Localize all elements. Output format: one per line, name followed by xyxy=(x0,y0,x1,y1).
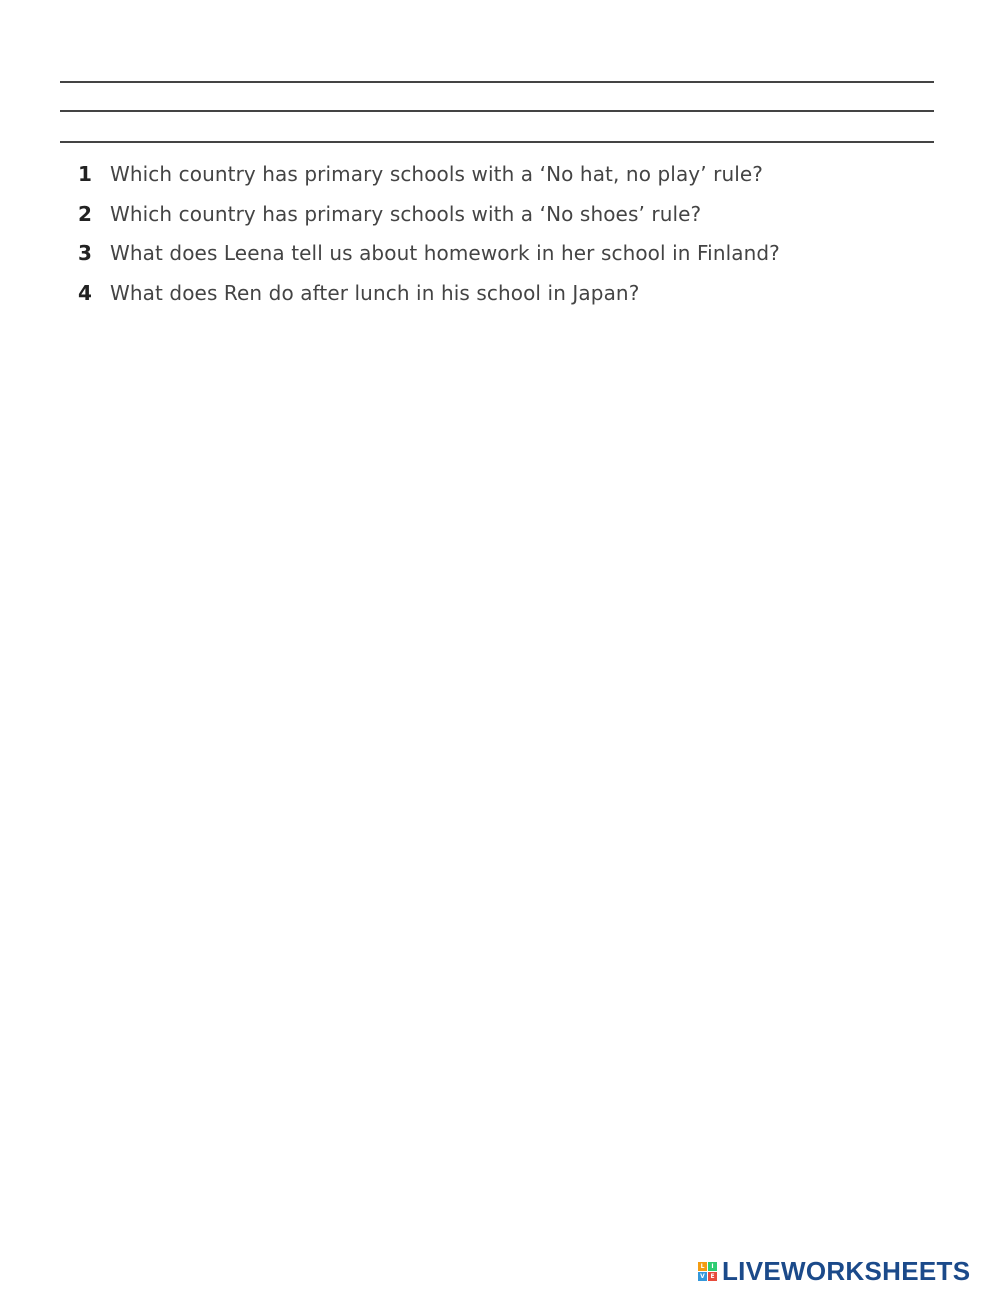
question-text: Which country has primary schools with a ‘No shoes’ rule? xyxy=(110,201,702,226)
question-text: What does Leena tell us about homework in her school in Finland? xyxy=(110,241,780,265)
question-item xyxy=(78,281,958,321)
answer-line-1 xyxy=(60,81,934,83)
question-item xyxy=(78,162,958,202)
question-number: 1 xyxy=(78,162,93,186)
answer-line-3 xyxy=(60,141,934,143)
liveworksheets-logo-icon xyxy=(698,1262,717,1281)
logo-mark-letter: E xyxy=(708,1272,717,1281)
question-text: What does Ren do after lunch in his school in Japan? xyxy=(110,280,640,305)
question-item xyxy=(78,241,958,281)
question-number: 3 xyxy=(78,241,93,265)
question-number: 2 xyxy=(78,201,93,226)
liveworksheets-logo[interactable] xyxy=(698,1256,970,1286)
question-number: 4 xyxy=(78,280,93,305)
logo-mark-letter: V xyxy=(698,1272,707,1281)
question-text: Which country has primary schools with a ‘No hat, no play’ rule? xyxy=(110,162,764,186)
logo-mark-letter: I xyxy=(708,1262,717,1271)
question-list xyxy=(78,162,958,320)
logo-mark-letter: L xyxy=(698,1262,707,1271)
question-item xyxy=(78,202,958,242)
answer-line-2 xyxy=(60,110,934,112)
logo-text: LIVEWORKSHEETS xyxy=(722,1255,971,1286)
